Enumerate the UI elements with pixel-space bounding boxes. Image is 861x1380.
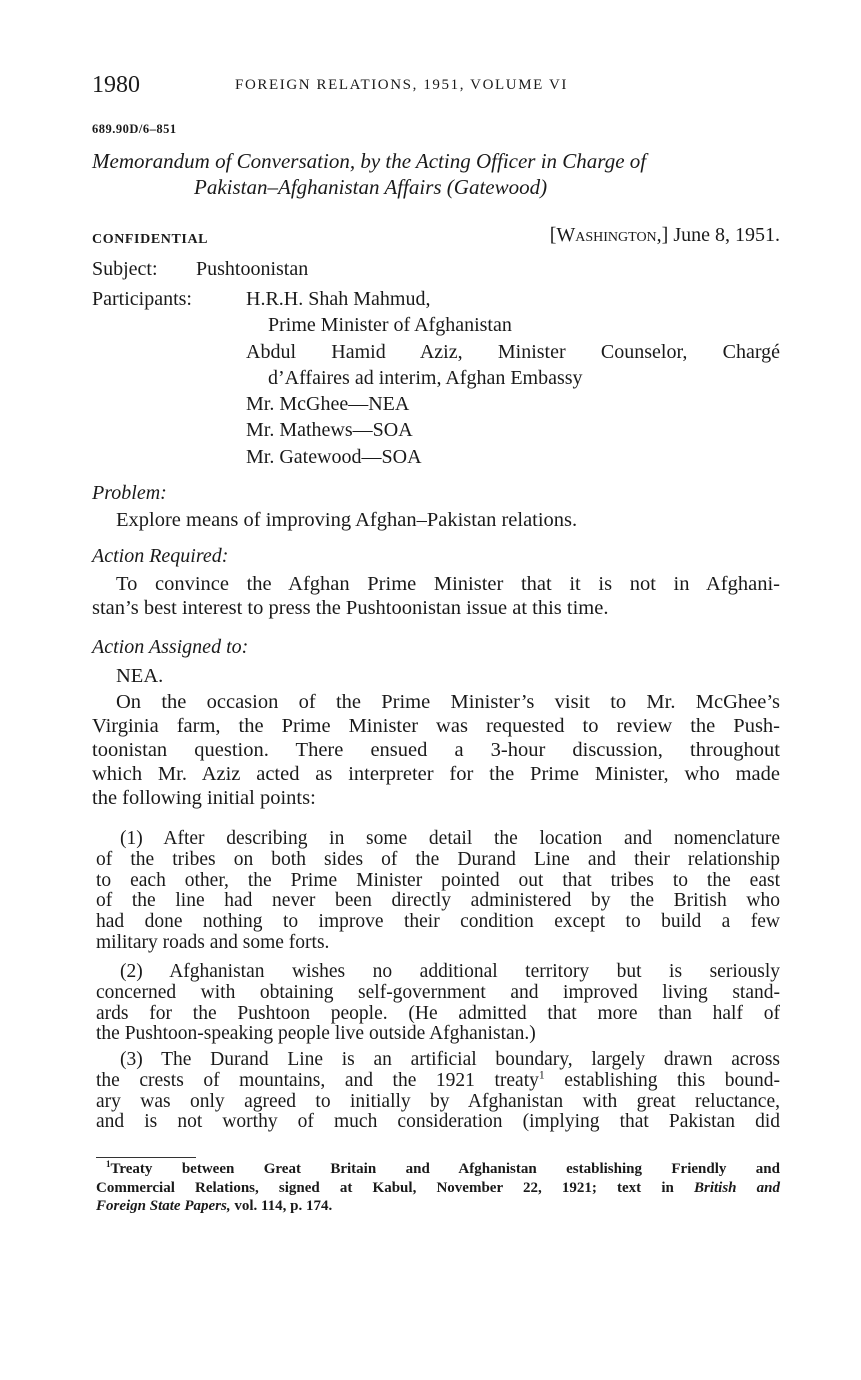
- participant-line: Mr. Mathews—SOA: [246, 419, 413, 442]
- text-line: the following initial points:: [92, 787, 316, 809]
- participant-line: Prime Minister of Afghanistan: [268, 314, 512, 337]
- title-line-2: Pakistan–Afghanistan Affairs (Gatewood): [194, 175, 548, 199]
- text-line: the Pushtoon-speaking people live outside Afghanistan.): [96, 1023, 536, 1045]
- subject-value: Pushtoonistan: [196, 258, 309, 280]
- text-line: [96, 1068, 780, 1092]
- participant-line: Abdul Hamid Aziz, Minister Counselor, Chargé: [246, 340, 780, 363]
- text-line: which Mr. Aziz acted as interpreter for the Prime Minister, who made: [92, 763, 780, 785]
- text-line: concerned with obtaining self-government and improved living stand-: [96, 981, 780, 1003]
- text-segment: establishing this bound-: [564, 1069, 780, 1091]
- text-line: to each other, the Prime Minister pointed out that tribes to the east: [96, 869, 780, 891]
- document-title: [92, 148, 782, 200]
- text-line: (1) After describing in some detail the location and nomenclature: [120, 828, 780, 849]
- text-line: (2) Afghanistan wishes no additional territory but is seriously: [120, 961, 780, 982]
- problem-heading: Problem:: [92, 482, 167, 504]
- footnote-line: [96, 1197, 780, 1216]
- problem-text: Explore means of improving Afghan–Pakistan relations.: [116, 509, 578, 531]
- action-required-heading: Action Required:: [92, 545, 229, 567]
- text-line: ary was only agreed to initially by Afghanistan with great reluctance,: [96, 1090, 780, 1112]
- participants-label: Participants:: [92, 288, 192, 310]
- text-segment: the crests of mountains, and the 1921 treaty: [96, 1069, 539, 1091]
- footnote-italic: British and: [693, 1179, 780, 1196]
- dateline-place: [Washington,]: [549, 224, 669, 246]
- text-line: ards for the Pushtoon people. (He admitted that more than half of: [96, 1002, 780, 1024]
- footnote-number: 1: [106, 1159, 111, 1169]
- classification-label: CONFIDENTIAL: [92, 232, 209, 247]
- participant-line: d’Affaires ad interim, Afghan Embassy: [268, 366, 583, 389]
- text-line: To convince the Afghan Prime Minister that it is not in Afghani-: [116, 573, 780, 595]
- footnote-marker: 1: [538, 1068, 545, 1082]
- footnote-italic: Foreign State Papers,: [96, 1198, 231, 1214]
- footnote-line: [96, 1179, 780, 1198]
- text-line: of the line had never been directly administered by the British who: [96, 890, 780, 912]
- point-3: [96, 1050, 780, 1133]
- text-line: had done nothing to improve their condition except to build a few: [96, 911, 780, 933]
- participant-line: Mr. McGhee—NEA: [246, 393, 410, 416]
- action-required-text: [92, 572, 780, 620]
- text-line: and is not worthy of much consideration (implying that Pakistan did: [96, 1111, 780, 1133]
- participants-list: [246, 286, 780, 470]
- subject-label: Subject:: [92, 258, 158, 280]
- narrative-paragraph: [92, 690, 780, 810]
- title-line-1: Memorandum of Conversation, by the Acting Officer in Charge of: [92, 149, 647, 173]
- running-head: FOREIGN RELATIONS, 1951, VOLUME VI: [235, 77, 569, 93]
- point-1: [96, 829, 780, 954]
- participant-line: H.R.H. Shah Mahmud,: [246, 288, 431, 310]
- text-line: military roads and some forts.: [96, 931, 330, 953]
- footnote-text: Commercial Relations, signed at Kabul, November 22, 1921; text in: [96, 1179, 674, 1196]
- dateline: [550, 222, 780, 248]
- participant-line: Mr. Gatewood—SOA: [246, 445, 422, 468]
- footnote-text: Treaty between Great Britain and Afghanistan establishing Friendly and: [110, 1161, 780, 1177]
- footnote-divider: [96, 1157, 196, 1158]
- dateline-date: June 8, 1951.: [673, 224, 780, 246]
- action-assigned-text: NEA.: [116, 665, 164, 687]
- point-2: [96, 962, 780, 1045]
- text-line: stan’s best interest to press the Pushtoonistan issue at this time.: [92, 597, 609, 619]
- action-assigned-heading: Action Assigned to:: [92, 636, 249, 658]
- file-reference: 689.90D/6–851: [92, 122, 177, 136]
- page-number: 1980: [92, 72, 140, 98]
- footnote-text: vol. 114, p. 174.: [234, 1198, 333, 1214]
- text-line: Virginia farm, the Prime Minister was requested to review the Push-: [92, 715, 780, 737]
- text-line: toonistan question. There ensued a 3-hour discussion, throughout: [92, 739, 780, 761]
- footnote-line: [96, 1160, 780, 1179]
- text-line: of the tribes on both sides of the Durand Line and their relationship: [96, 848, 780, 870]
- text-line: (3) The Durand Line is an artificial boundary, largely drawn across: [120, 1049, 780, 1070]
- text-line: On the occasion of the Prime Minister’s visit to Mr. McGhee’s: [116, 691, 780, 713]
- footnote: [96, 1160, 780, 1216]
